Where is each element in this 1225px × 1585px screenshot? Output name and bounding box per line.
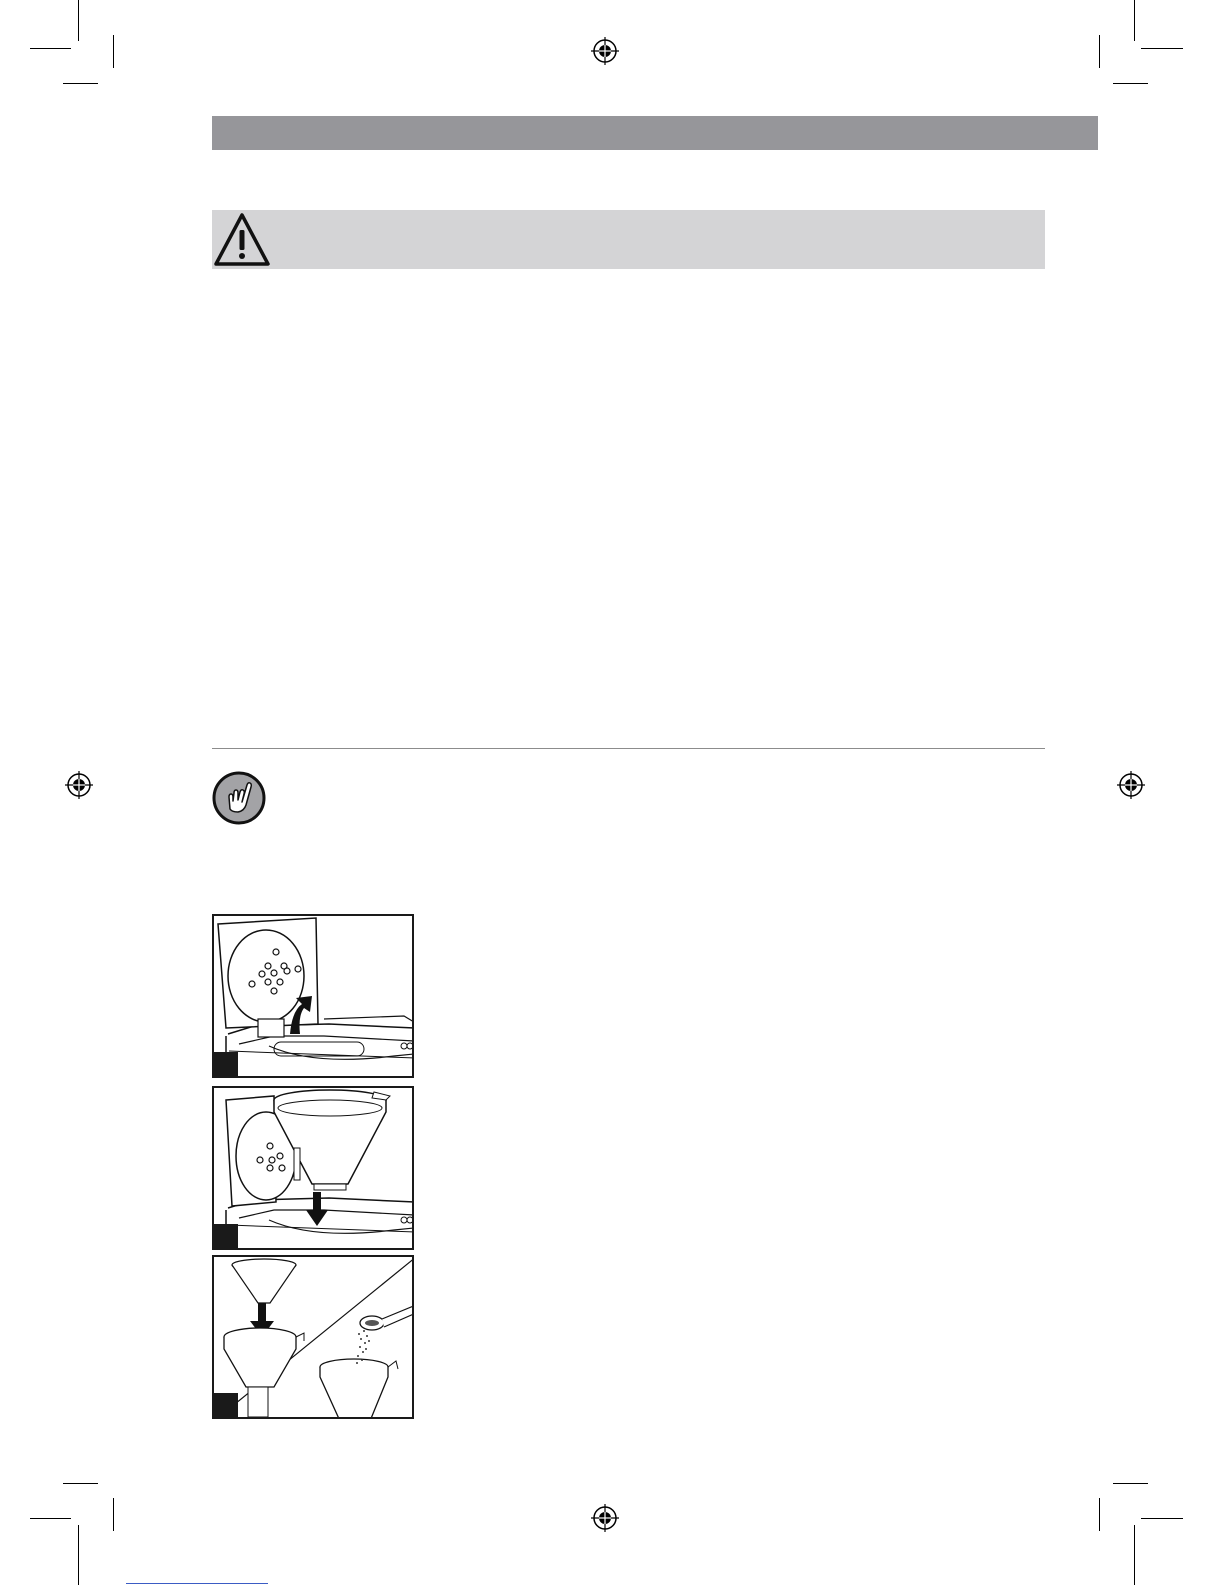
open-filter-holder-illustration xyxy=(214,916,414,1078)
illustration-panel-2 xyxy=(212,1086,414,1250)
hand-pointing-icon xyxy=(210,771,268,825)
step-number-badge xyxy=(214,1052,238,1076)
step-number-badge xyxy=(214,1393,238,1417)
insert-filter-and-add-coffee-illustration xyxy=(214,1257,414,1419)
warning-banner xyxy=(212,210,1045,269)
registration-mark-icon xyxy=(590,1503,620,1533)
section-divider xyxy=(212,748,1045,749)
footer-rule xyxy=(126,1583,268,1584)
step-number-badge xyxy=(214,1224,238,1248)
registration-mark-icon xyxy=(1116,770,1146,800)
insert-filter-holder-illustration xyxy=(214,1088,414,1250)
illustration-panel-1 xyxy=(212,914,414,1078)
warning-triangle-icon xyxy=(212,210,272,269)
section-header-bar xyxy=(212,116,1098,150)
illustration-panel-3 xyxy=(212,1255,414,1419)
registration-mark-icon xyxy=(64,770,94,800)
registration-mark-icon xyxy=(590,36,620,66)
